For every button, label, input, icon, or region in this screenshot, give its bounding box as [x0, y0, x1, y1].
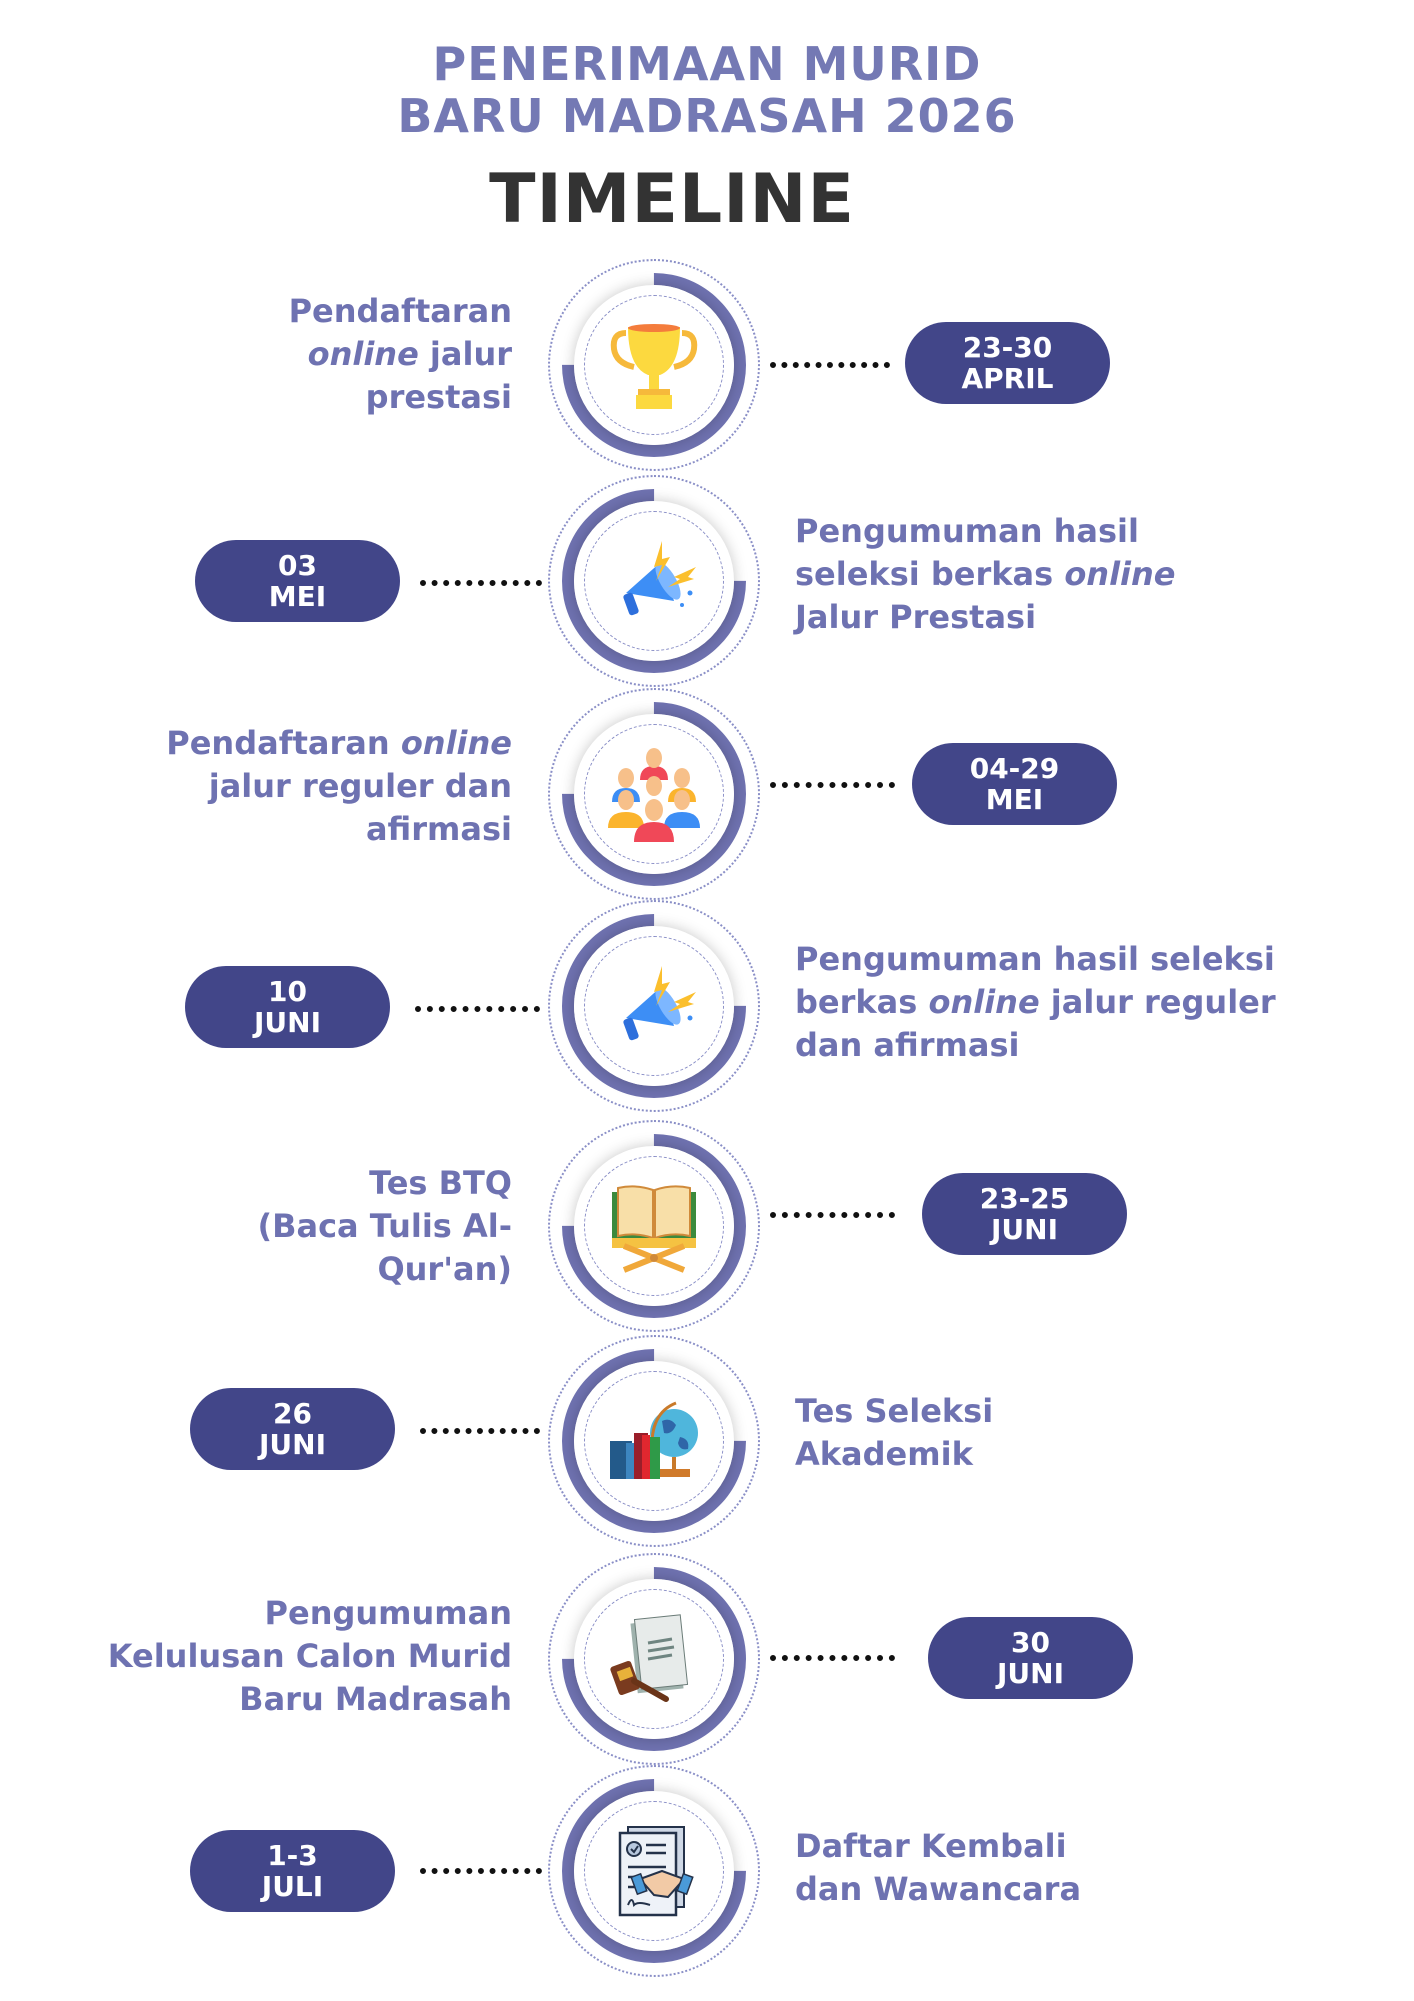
timeline-heading: TIMELINE: [489, 160, 855, 239]
italic-line: online jalur: [307, 335, 512, 373]
event-icon-circle: [548, 475, 768, 695]
event-description: Tes Seleksi Akademik: [795, 1392, 994, 1473]
handshake-contract-icon: [604, 1821, 704, 1921]
date-badge: 04-29 MEI: [912, 743, 1117, 825]
event-description: Pengumuman Kelulusan Calon Murid Baru Madrasah: [107, 1594, 512, 1718]
dotted-connector: [770, 1655, 895, 1667]
date-badge: 03 MEI: [195, 540, 400, 622]
title-line-2: BARU MADRASAH 2026: [397, 89, 1017, 143]
event-icon-circle: [548, 1553, 768, 1773]
dotted-connector: [770, 1212, 895, 1224]
date-badge: 26 JUNI: [190, 1388, 395, 1470]
event-icon-circle: [548, 900, 768, 1120]
megaphone-icon: [604, 956, 704, 1056]
dotted-connector: [770, 782, 895, 794]
date-badge: 23-25 JUNI: [922, 1173, 1127, 1255]
event-description: Daftar Kembali dan Wawancara: [795, 1827, 1082, 1908]
date-badge: 30 JUNI: [928, 1617, 1133, 1699]
event-icon-circle: [548, 1765, 768, 1985]
dotted-connector: [420, 1428, 540, 1440]
dotted-connector: [415, 1006, 540, 1018]
event-icon-circle: [548, 259, 768, 479]
gavel-document-icon: [604, 1609, 704, 1709]
dotted-connector: [420, 580, 542, 592]
quran-book-icon: [604, 1176, 704, 1276]
date-badge: 1-3 JULI: [190, 1830, 395, 1912]
books-globe-icon: [604, 1391, 704, 1491]
title-line-1: PENERIMAAN MURID: [432, 37, 982, 91]
date-badge: 10 JUNI: [185, 966, 390, 1048]
event-description: Pendaftaran online jalur reguler dan afirmasi: [166, 724, 512, 848]
event-description: Pendaftaran online jalur prestasi: [150, 290, 512, 419]
event-icon-circle: [548, 1120, 768, 1340]
date-badge: 23-30 APRIL: [905, 322, 1110, 404]
group-people-icon: [604, 744, 704, 844]
dotted-connector: [420, 1868, 542, 1880]
event-icon-circle: [548, 688, 768, 908]
event-description: Tes BTQ (Baca Tulis Al- Qur'an): [257, 1164, 512, 1288]
event-icon-circle: [548, 1335, 768, 1555]
dotted-connector: [770, 362, 890, 374]
megaphone-icon: [604, 531, 704, 631]
event-description: Pengumuman hasil seleksi berkas online jalur reguler dan afirmasi: [795, 940, 1276, 1064]
trophy-icon: [604, 315, 704, 415]
event-description: Pengumuman hasil seleksi berkas online Jalur Prestasi: [795, 512, 1176, 636]
